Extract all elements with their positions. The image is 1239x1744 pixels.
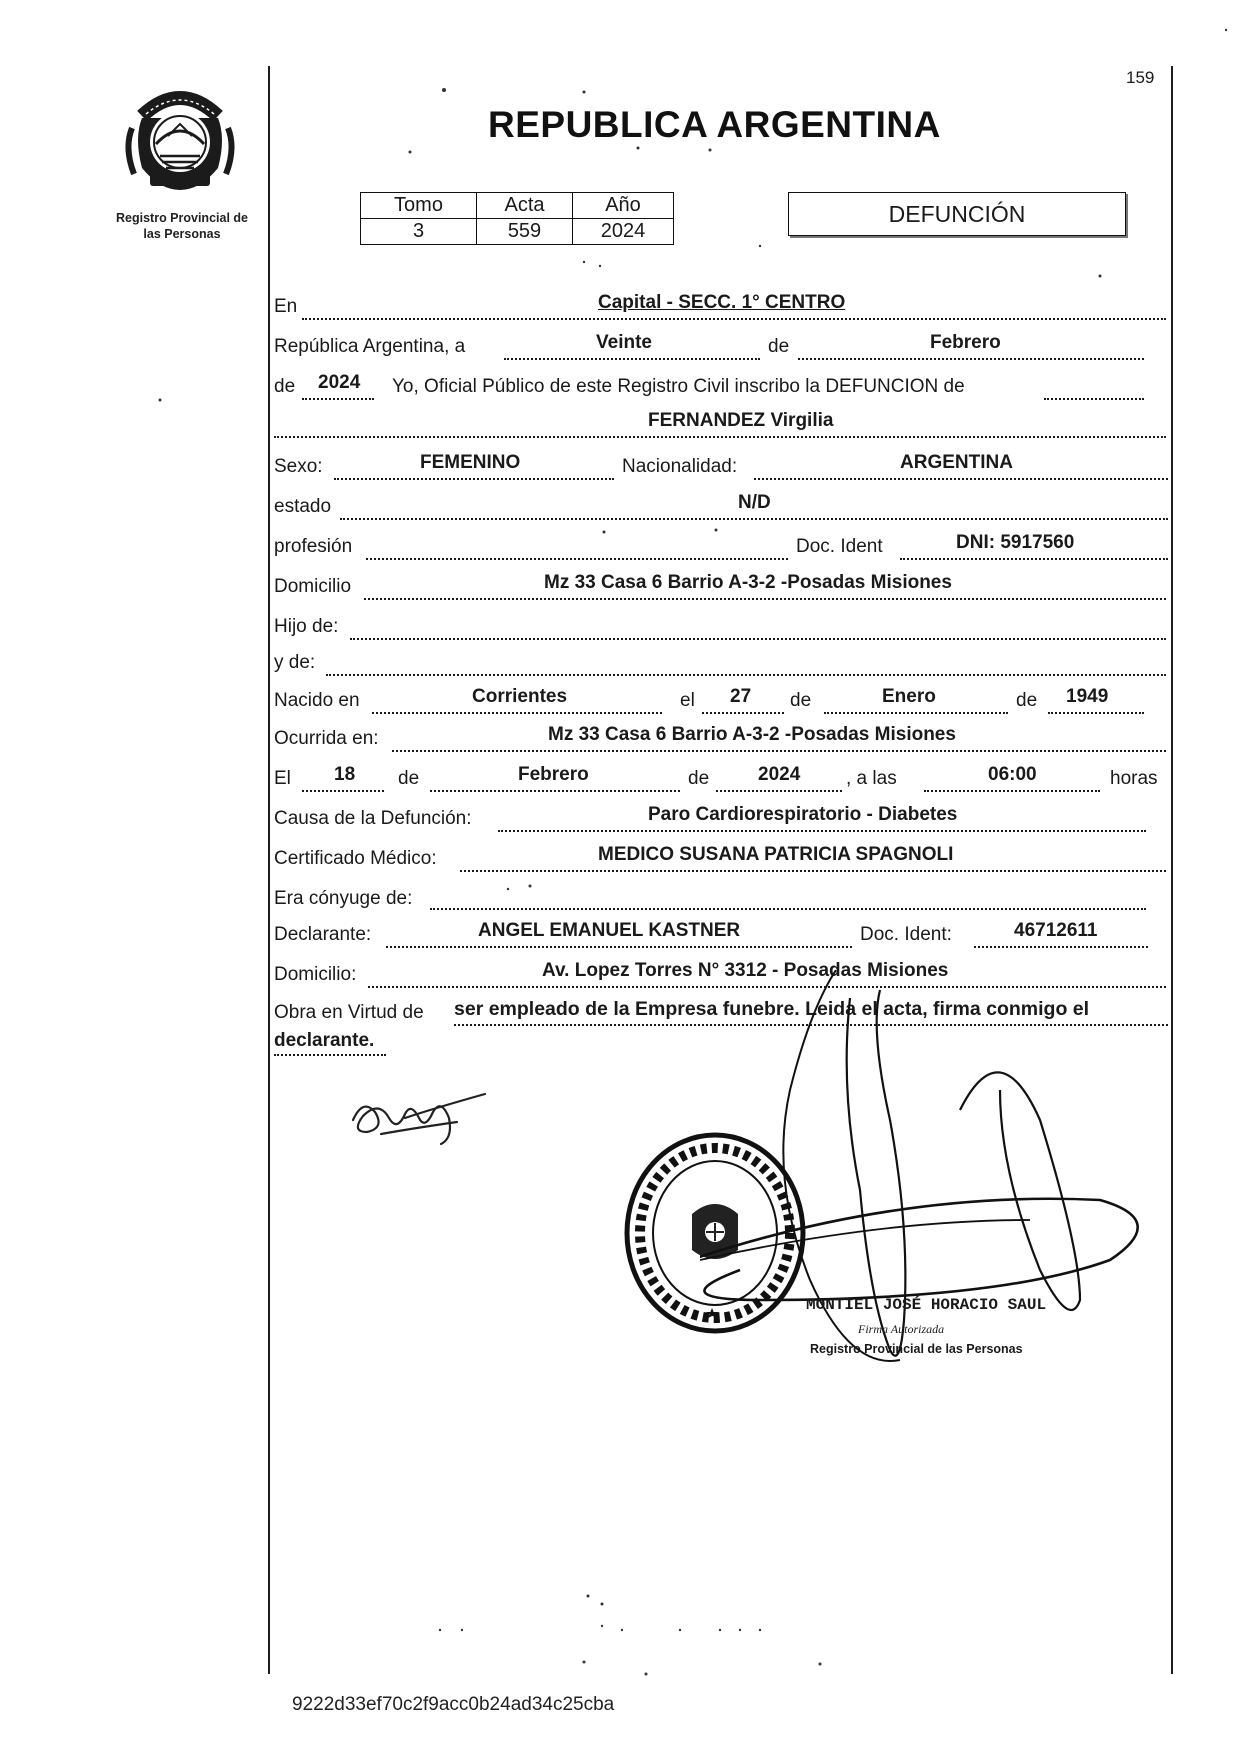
- official-signature: [700, 970, 1160, 1450]
- header-anio: Año: [573, 193, 674, 219]
- dotted-line: [302, 398, 374, 400]
- value-decl-domicilio: Av. Lopez Torres N° 3312 - Posadas Misiones: [542, 960, 949, 981]
- dotted-line: [334, 478, 614, 480]
- label-hijo-de: Hijo de:: [274, 616, 339, 637]
- value-month-text: Febrero: [930, 332, 1001, 353]
- value-ocurrida: Mz 33 Casa 6 Barrio A-3-2 -Posadas Misiones: [548, 724, 956, 745]
- dotted-line: [504, 358, 760, 360]
- value-birth-day: 27: [730, 686, 752, 707]
- value-anio: 2024: [573, 219, 674, 245]
- label-a-las: , a las: [846, 768, 897, 789]
- value-domicilio: Mz 33 Casa 6 Barrio A-3-2 -Posadas Misiones: [544, 572, 952, 593]
- dotted-line: [350, 638, 1166, 640]
- document-hash: 9222d33ef70c2f9acc0b24ad34c25cba: [292, 1694, 615, 1715]
- label-nacionalidad: Nacionalidad:: [622, 456, 738, 477]
- dotted-line: [900, 558, 1168, 560]
- document-title: REPUBLICA ARGENTINA: [488, 104, 941, 145]
- value-doc-ident: DNI: 5917560: [956, 532, 1075, 553]
- value-nacionalidad: ARGENTINA: [900, 452, 1013, 473]
- value-death-year: 2024: [758, 764, 801, 785]
- label-el: el: [680, 690, 695, 711]
- value-tomo: 3: [361, 219, 477, 245]
- label-de: de: [768, 336, 790, 357]
- label-obra: Obra en Virtud de: [274, 1002, 424, 1023]
- value-obra-line1: ser empleado de la Empresa funebre. Leida el acta, firma conmigo el: [454, 998, 1090, 1020]
- dotted-line: [366, 558, 788, 560]
- dotted-line: [754, 478, 1168, 480]
- dotted-line: [702, 712, 784, 714]
- document-type-box: DEFUNCIÓN: [788, 192, 1126, 236]
- label-ocurrida-en: Ocurrida en:: [274, 728, 379, 749]
- value-birth-place: Corrientes: [472, 686, 568, 707]
- right-margin-line: [1171, 66, 1173, 1674]
- record-table: [360, 192, 674, 245]
- registry-name-line1: Registro Provincial de: [116, 211, 248, 225]
- registry-name: [92, 210, 272, 242]
- dotted-line: [498, 830, 1146, 832]
- dotted-line: [1044, 398, 1144, 400]
- declarant-signature: [345, 1088, 495, 1148]
- dotted-line: [430, 790, 680, 792]
- dotted-line: [430, 908, 1146, 910]
- dotted-line: [364, 598, 1166, 600]
- label-conyuge: Era cónyuge de:: [274, 888, 413, 909]
- value-causa: Paro Cardiorespiratorio - Diabetes: [648, 804, 958, 825]
- dotted-line: [716, 790, 842, 792]
- label-domicilio: Domicilio: [274, 576, 352, 597]
- value-death-day: 18: [334, 764, 356, 785]
- label-de-year: de: [274, 376, 296, 397]
- label-doc-ident: Doc. Ident: [796, 536, 883, 557]
- dotted-line: [326, 674, 1166, 676]
- province-emblem-icon: [120, 78, 240, 198]
- value-estado: N/D: [738, 492, 771, 513]
- dotted-line: [392, 750, 1166, 752]
- value-decl-doc: 46712611: [1014, 920, 1098, 941]
- label-decl-domicilio: Domicilio:: [274, 964, 357, 985]
- dotted-line: [924, 790, 1100, 792]
- value-birth-month: Enero: [882, 686, 936, 707]
- dotted-line: [824, 712, 1008, 714]
- officer-registry: Registro Provincial de las Personas: [810, 1342, 1023, 1356]
- label-horas: horas: [1110, 768, 1158, 789]
- label-sexo: Sexo:: [274, 456, 323, 477]
- label-declarante: Declarante:: [274, 924, 372, 945]
- label-estado: estado: [274, 496, 332, 517]
- label-death-de2: de: [688, 768, 710, 789]
- label-y-de: y de:: [274, 652, 316, 673]
- dotted-line: [460, 870, 1166, 872]
- label-en: En: [274, 296, 298, 317]
- dotted-line: [386, 946, 852, 948]
- dotted-line: [1048, 712, 1144, 714]
- dotted-line: [372, 712, 662, 714]
- value-acta: 559: [477, 219, 573, 245]
- left-margin-line: [268, 66, 270, 1674]
- inscribo-text: Yo, Oficial Público de este Registro Civil inscribo la DEFUNCION de: [392, 376, 965, 397]
- value-sexo: FEMENINO: [420, 452, 521, 473]
- value-death-time: 06:00: [988, 764, 1037, 785]
- value-declarante: ANGEL EMANUEL KASTNER: [478, 920, 741, 941]
- label-nacido-en: Nacido en: [274, 690, 360, 711]
- value-obra-line2: declarante.: [274, 1030, 375, 1051]
- dotted-line: [798, 358, 1144, 360]
- value-year: 2024: [318, 372, 361, 393]
- label-death-de1: de: [398, 768, 420, 789]
- dotted-line: [274, 436, 1166, 438]
- value-birth-year: 1949: [1066, 686, 1109, 707]
- label-decl-doc: Doc. Ident:: [860, 924, 952, 945]
- value-place: Capital - SECC. 1° CENTRO: [598, 292, 846, 313]
- label-certificado: Certificado Médico:: [274, 848, 437, 869]
- value-death-month: Febrero: [518, 764, 589, 785]
- value-certificado: MEDICO SUSANA PATRICIA SPAGNOLI: [598, 844, 954, 865]
- dotted-line: [302, 318, 1166, 320]
- page-number: 159: [1126, 68, 1155, 87]
- label-death-el: El: [274, 768, 291, 789]
- label-republica: República Argentina, a: [274, 336, 466, 357]
- label-profesion: profesión: [274, 536, 353, 557]
- label-birth-de2: de: [1016, 690, 1038, 711]
- dotted-line: [274, 1054, 386, 1056]
- label-causa: Causa de la Defunción:: [274, 808, 472, 829]
- header-acta: Acta: [477, 193, 573, 219]
- officer-title: Firma Autorizada: [858, 1322, 945, 1336]
- value-day-text: Veinte: [596, 332, 652, 353]
- officer-name: MONTIEL JOSÉ HORACIO SAUL: [806, 1296, 1047, 1314]
- registry-name-line2: las Personas: [143, 227, 221, 241]
- header-tomo: Tomo: [361, 193, 477, 219]
- dotted-line: [974, 946, 1148, 948]
- deceased-name: FERNANDEZ Virgilia: [648, 410, 834, 431]
- dotted-line: [302, 790, 384, 792]
- dotted-line: [340, 518, 1168, 520]
- label-birth-de1: de: [790, 690, 812, 711]
